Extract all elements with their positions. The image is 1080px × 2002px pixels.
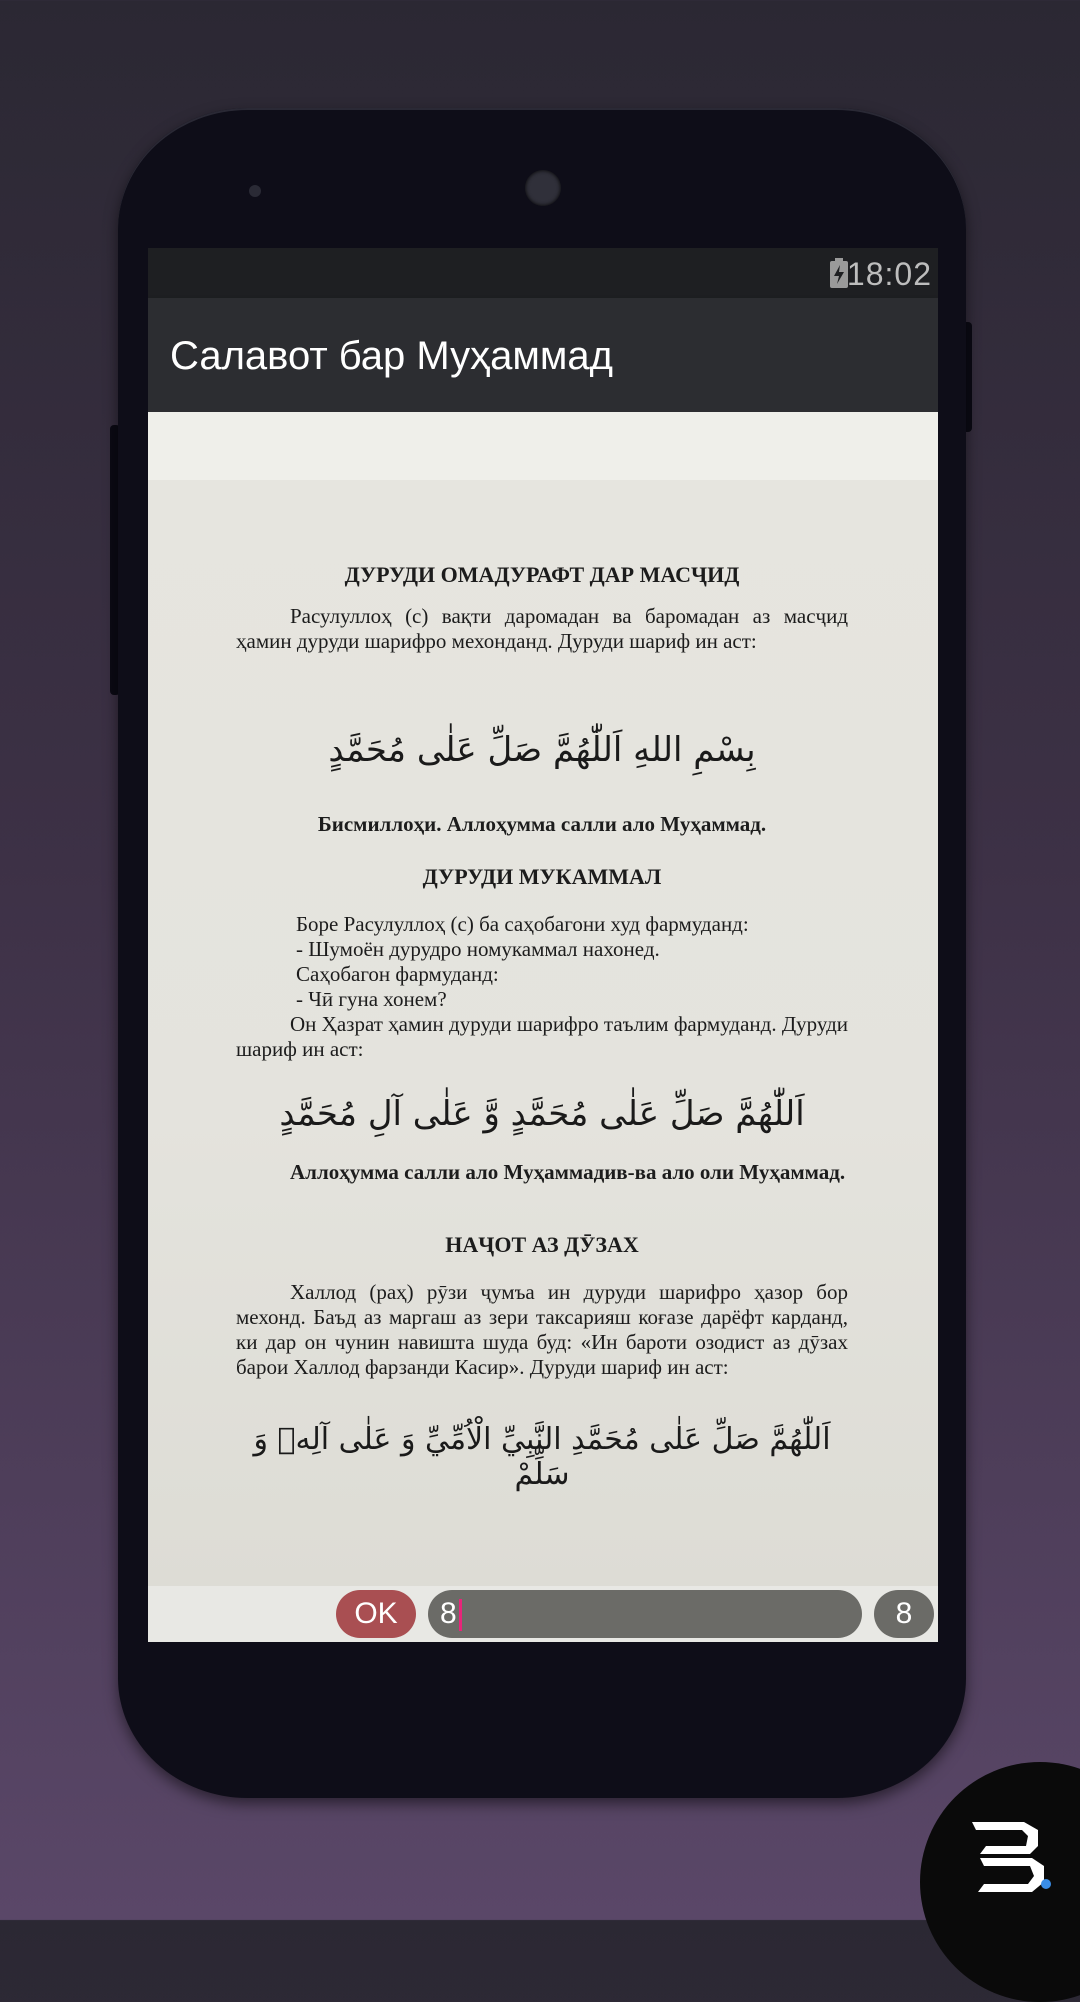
page-top-margin: [148, 412, 938, 480]
status-bar: [148, 248, 938, 298]
page-number-input[interactable]: [428, 1590, 862, 1638]
arabic-prayer: اَللّٰهُمَّ صَلِّ عَلٰى مُحَمَّدٍ وَّ عَلٰى آلِ مُحَمَّدٍ: [279, 1094, 805, 1134]
dialogue-line: Боре Расулуллоҳ (с) ба саҳобагони худ фармуданд:: [296, 912, 749, 936]
app-bar: [148, 298, 938, 412]
section-paragraph: Халлод (раҳ) рӯзи ҷумъа ин дуруди шарифро ҳазор бор мехонд. Баъд аз маргаш аз зери таксарияш коғазе дарёфт карданд, ки дар он чунин навишта шуда буд: «Ин бароти озодист аз дӯзах барои Халлод фарзанди Касир». Дуруди шариф ин аст:: [236, 1280, 848, 1379]
section-paragraph: Он Ҳазрат ҳамин дуруди шарифро таълим фармуданд. Дуруди шариф ин аст:: [236, 1012, 848, 1061]
section-heading-complete-durud: ДУРУДИ МУКАММАЛ: [422, 864, 662, 889]
dialogue-lines: [296, 912, 848, 1012]
scanned-book-page[interactable]: [148, 412, 938, 1586]
page-navigation-bar: [148, 1586, 938, 1642]
arabic-prayer: اَللّٰهُمَّ صَلِّ عَلٰى مُحَمَّدِ النَّبِيِّ الْاُمِّيِّ وَ عَلٰى آلِهٖ وَ سَلِّمْ: [253, 1422, 831, 1492]
page-title: Салавот бар Муҳаммад: [170, 334, 613, 378]
phone-screen: [148, 248, 938, 1642]
status-clock: 18:02: [846, 256, 932, 292]
ok-button[interactable]: OK: [336, 1590, 416, 1638]
transliteration: Бисмиллоҳи. Аллоҳумма салли ало Муҳаммад.: [317, 812, 767, 836]
transliteration: Аллоҳумма салли ало Муҳаммадив-ва ало оли Муҳаммад.: [290, 1160, 846, 1184]
dialogue-line: - Шумоён дурудро номукаммал нахонед.: [296, 937, 660, 961]
dialogue-line: - Чӣ гуна хонем?: [296, 987, 447, 1011]
section-paragraph: Расулуллоҳ (с) вақти даромадан ва баромадан аз масҷид ҳамин дуруди шарифро мехонданд. Дуруди шариф ин аст:: [236, 604, 848, 653]
section-heading-salvation: НАҶОТ АЗ ДӮЗАХ: [445, 1232, 639, 1257]
arabic-prayer: بِسْمِ اللهِ اَللّٰهُمَّ صَلِّ عَلٰى مُحَمَّدٍ: [328, 730, 756, 770]
brand-logo-icon: [972, 1822, 1052, 1892]
page-number-value: 8: [440, 1597, 457, 1630]
page-count-badge: 8: [874, 1590, 934, 1638]
dialogue-line: Саҳобагон фармуданд:: [296, 962, 499, 986]
proximity-sensor: [249, 185, 261, 197]
front-camera: [525, 170, 561, 206]
text-cursor: [459, 1599, 462, 1631]
battery-charging-icon: [830, 258, 848, 288]
section-heading-entering-mosque: ДУРУДИ ОМАДУРАФТ ДАР МАСҶИД: [344, 562, 740, 587]
